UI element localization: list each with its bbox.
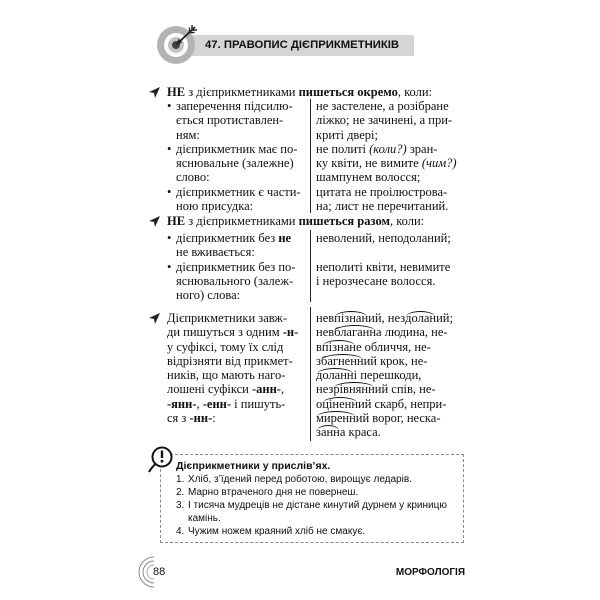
root-marked-text: занн: [316, 425, 340, 440]
text-line: [316, 142, 457, 156]
text-segment: а людина, не-: [376, 325, 448, 340]
text-segment: ся з: [167, 411, 190, 426]
root-marked-text: багненн: [320, 353, 364, 368]
text-segment: нев: [316, 325, 335, 340]
proverb-text: [188, 499, 447, 525]
text-segment: заперечення підсилю-: [176, 99, 293, 113]
bold-text: пишеться окремо: [298, 85, 398, 99]
text-segment: ий ворог, неска-: [355, 411, 441, 426]
text-segment: слово:: [176, 170, 210, 185]
text-segment: дієприкметник є части-: [176, 184, 301, 199]
root-marked-text: доланн: [316, 368, 354, 383]
bullet-line: [167, 185, 301, 199]
proverb-text-line: Чужим ножем краяний хліб не смакує.: [188, 526, 366, 537]
text-line: [167, 199, 301, 213]
text-segment: не политі: [316, 141, 370, 156]
bullet-line: [167, 99, 301, 113]
text-line: [316, 245, 451, 259]
proverb-number: 3.: [176, 500, 185, 511]
text-line: [167, 311, 298, 325]
italic-text: (коли?): [369, 141, 407, 156]
text-line: [167, 368, 298, 382]
text-segment: на; лист не перечитаний.: [316, 199, 449, 214]
text-line: [316, 113, 457, 127]
text-segment: нев: [316, 311, 335, 325]
text-line: [316, 199, 457, 213]
text-segment: Дієприкметники завж-: [167, 311, 288, 325]
text-line: [167, 170, 301, 184]
text-segment: яснювальне (залежне): [176, 156, 294, 171]
text-segment: ного) слова:: [176, 288, 241, 303]
text-line: [167, 325, 298, 339]
bold-text: НЕ: [167, 214, 186, 228]
text-line: [167, 245, 295, 259]
bold-text: -енн-: [202, 396, 232, 411]
bold-text: НЕ: [167, 85, 186, 99]
bold-text: -янн-: [167, 396, 197, 411]
rule-heading-joined: [167, 213, 424, 229]
text-segment: і нерозчесане волосся.: [316, 273, 436, 288]
text-segment: ників, що мають наго-: [167, 368, 286, 383]
text-line: [167, 397, 298, 411]
proverb-item: [176, 473, 447, 486]
text-segment: ,: [280, 382, 285, 397]
text-line: [167, 128, 301, 142]
text-line: [316, 231, 451, 245]
root-marked-text: пізнан: [334, 311, 369, 325]
proverb-number: 1.: [176, 474, 185, 485]
text-line: [316, 274, 451, 288]
text-line: [167, 340, 298, 354]
text-segment: нез: [316, 382, 334, 397]
section-name: МОРФОЛОГІЯ: [395, 567, 465, 578]
proverb-item: [176, 525, 447, 538]
target-arrow-icon: [151, 20, 201, 70]
text-line: [316, 311, 453, 325]
page-number: 88: [153, 566, 166, 578]
text-segment: :: [212, 411, 216, 426]
text-segment: ий спів, не-: [374, 382, 436, 397]
text-segment: неполиті квіти, невимите: [316, 259, 451, 274]
text-segment: а краса.: [339, 425, 381, 440]
bold-text: -нн-: [189, 411, 213, 426]
suffix-examples-column: [316, 311, 453, 440]
text-line: [316, 156, 457, 170]
text-segment: ди пишуться з одним: [167, 325, 283, 340]
text-line: [316, 368, 453, 382]
bold-text: не: [278, 231, 292, 245]
text-segment: ліжко; не зачинені, а при-: [316, 113, 453, 128]
text-segment: відрізняти від прикмет-: [167, 353, 293, 368]
text-segment: і перешкоди,: [353, 368, 422, 383]
text-line: [167, 274, 295, 288]
text-line: [316, 397, 453, 411]
column-divider: [310, 307, 311, 441]
proverb-text: [188, 525, 365, 538]
text-line: [316, 354, 453, 368]
root-marked-text: пізнан: [321, 339, 356, 354]
text-line: [167, 354, 298, 368]
text-segment: не застелене, а розібране: [316, 99, 449, 113]
text-segment: дієприкметник без: [176, 231, 279, 245]
text-line: [316, 325, 453, 339]
bold-text: -анн-: [251, 382, 281, 397]
text-line: [167, 382, 298, 396]
proverbs-list: [176, 473, 447, 538]
root-marked-text: ціненн: [322, 396, 359, 411]
text-segment: ий крок, не-: [363, 353, 428, 368]
text-segment: не вживається:: [176, 245, 255, 260]
text-segment: ,: [196, 396, 203, 411]
pointer-arrow-icon: [148, 86, 161, 99]
proverb-text-line: Марно втраченого дня не повернеш.: [188, 487, 359, 498]
text-line: [167, 113, 301, 127]
root-marked-text: благанн: [334, 325, 377, 340]
bullet-line: [167, 142, 301, 156]
text-line: [316, 170, 457, 184]
examples-column-joined: [316, 231, 451, 288]
proverb-text: [188, 486, 358, 499]
suffix-rule-column: [167, 311, 298, 425]
text-segment: яснювального (залеж-: [176, 273, 294, 288]
text-line: [316, 99, 457, 113]
text-line: [316, 128, 457, 142]
text-segment: з: [316, 353, 321, 368]
text-segment: лошені суфікси: [167, 382, 252, 397]
root-marked-text: долан: [405, 311, 437, 325]
text-line: [167, 288, 295, 302]
text-line: [316, 382, 453, 396]
text-segment: дієприкметник без по-: [176, 259, 296, 274]
text-segment: ням:: [176, 127, 200, 142]
text-segment: дієприкметник має по-: [176, 141, 298, 156]
text-line: [316, 185, 457, 199]
text-segment: ється протиставлен-: [176, 113, 284, 128]
page-title: 47. ПРАВОПИС ДІЄПРИКМЕТНИКІВ: [205, 39, 400, 51]
text-segment: з дієприкметниками: [185, 85, 299, 99]
text-line: [316, 411, 453, 425]
text-segment: ку квіти, не вимите: [316, 156, 422, 171]
bold-text: -н-: [282, 325, 299, 340]
rule-heading-separate: [167, 84, 432, 100]
examples-column-separate: [316, 99, 457, 213]
proverb-item: [176, 486, 447, 499]
text-segment: о: [316, 396, 323, 411]
text-segment: неволений, неподоланий;: [316, 231, 451, 245]
bold-text: пишеться разом: [298, 214, 390, 228]
column-divider: [310, 99, 311, 213]
proverb-number: 4.: [176, 526, 185, 537]
text-segment: шампунем волосся;: [316, 170, 421, 185]
text-segment: , коли:: [397, 85, 433, 99]
text-line: [316, 340, 453, 354]
text-segment: в: [316, 339, 322, 354]
proverb-text: [188, 473, 412, 486]
bullet-line: [167, 231, 295, 245]
conditions-column-separate: [167, 99, 301, 213]
text-segment: ий, нез: [368, 311, 406, 325]
root-marked-text: рівнянн: [333, 382, 375, 397]
text-segment: ною присудка:: [176, 199, 254, 214]
proverb-item: [176, 499, 447, 525]
column-divider: [310, 230, 311, 302]
text-segment: цитата не проілюстрова-: [316, 184, 448, 199]
text-line: [316, 260, 451, 274]
proverb-text-line: І тисяча мудреців не дістане кинутий дурнем у криницю: [188, 500, 447, 511]
proverb-number: 2.: [176, 487, 185, 498]
text-segment: з дієприкметниками: [185, 214, 299, 228]
exclamation-bubble-icon: [147, 445, 175, 473]
text-line: [316, 425, 453, 439]
text-segment: зран-: [406, 141, 438, 156]
pointer-arrow-icon: [148, 215, 161, 228]
text-segment: е обличчя, не-: [355, 339, 431, 354]
text-segment: у суфіксі, тому їх слід: [167, 339, 284, 354]
text-segment: криті двері;: [316, 127, 379, 142]
pointer-arrow-icon: [148, 312, 161, 325]
proverb-text-line: камінь.: [188, 513, 221, 524]
text-line: [167, 156, 301, 170]
text-line: [167, 411, 298, 425]
text-segment: і пишуть-: [231, 396, 286, 411]
proverb-text-line: Хліб, з’їдений перед роботою, вирощує ледарів.: [188, 474, 412, 485]
italic-text: (чим?): [421, 156, 457, 171]
note-title: Дієприкметники у прислів’ях.: [176, 460, 331, 472]
bullet-line: [167, 260, 295, 274]
root-marked-text: миренн: [316, 411, 356, 426]
text-segment: , коли:: [389, 214, 425, 228]
conditions-column-joined: [167, 231, 295, 302]
text-segment: ий;: [436, 311, 453, 325]
text-segment: ий скарб, непри-: [358, 396, 447, 411]
